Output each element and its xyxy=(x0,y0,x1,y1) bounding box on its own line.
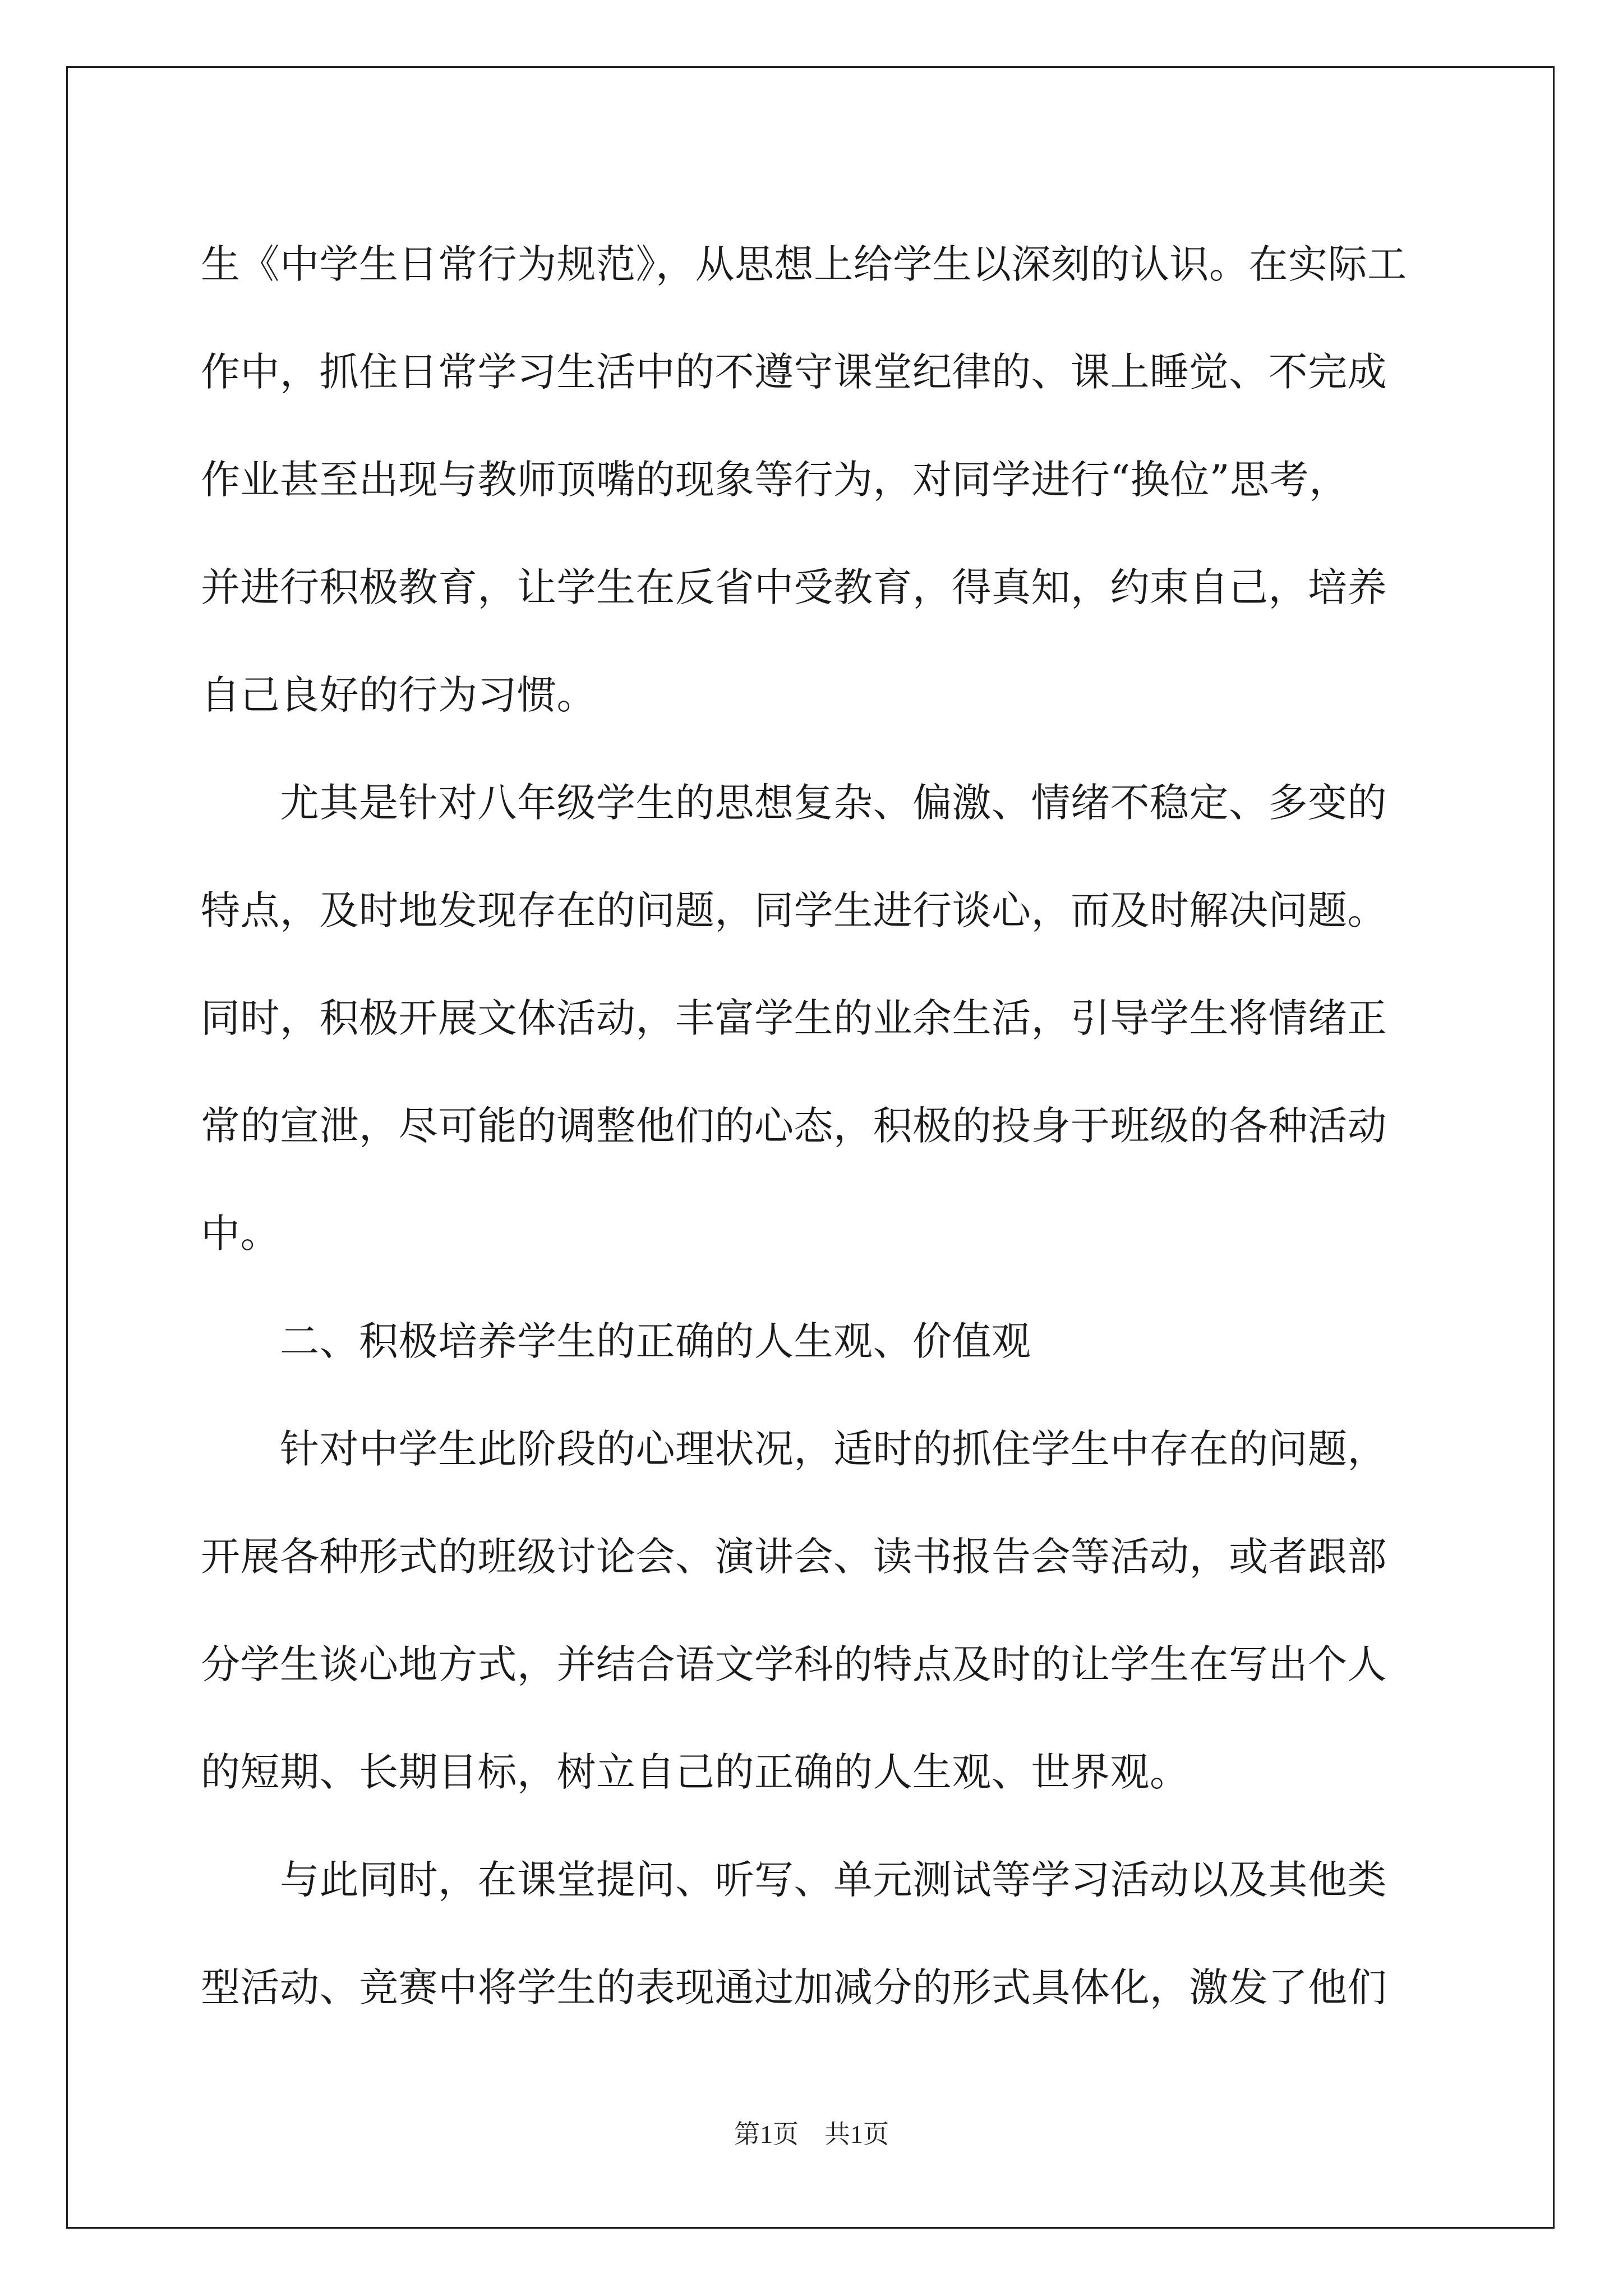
section-heading: 二、积极培养学生的正确的人生观、价值观 xyxy=(201,1318,1031,1364)
text-line: 针对中学生此阶段的心理状况，适时的抓住学生中存在的问题， xyxy=(201,1426,1387,1472)
text-line: 开展各种形式的班级讨论会、演讲会、读书报告会等活动，或者跟部 xyxy=(201,1534,1387,1580)
document-body xyxy=(201,210,1435,2041)
text-line: 中。 xyxy=(201,1211,280,1257)
text-line: 并进行积极教育，让学生在反省中受教育，得真知，约束自己，培养 xyxy=(201,564,1387,610)
text-line: 尤其是针对八年级学生的思想复杂、偏激、情绪不稳定、多变的 xyxy=(201,780,1387,826)
text-line: 常的宣泄，尽可能的调整他们的心态，积极的投身于班级的各种活动 xyxy=(201,1103,1387,1149)
text-line: 作中，抓住日常学习生活中的不遵守课堂纪律的、课上睡觉、不完成 xyxy=(201,349,1387,395)
text-line: 分学生谈心地方式，并结合语文学科的特点及时的让学生在写出个人 xyxy=(201,1641,1387,1687)
text-line: 特点，及时地发现存在的问题，同学生进行谈心，而及时解决问题。 xyxy=(201,887,1387,933)
text-line: 生《中学生日常行为规范》，从思想上给学生以深刻的认识。在实际工 xyxy=(201,241,1407,287)
text-line: 同时，积极开展文体活动，丰富学生的业余生活，引导学生将情绪正 xyxy=(201,995,1387,1041)
text-line: 与此同时，在课堂提问、听写、单元测试等学习活动以及其他类 xyxy=(201,1857,1387,1903)
text-line: 自己良好的行为习惯。 xyxy=(201,672,596,718)
text-line: 型活动、竞赛中将学生的表现通过加减分的形式具体化，激发了他们 xyxy=(201,1964,1387,2010)
text-line: 的短期、长期目标，树立自己的正确的人生观、世界观。 xyxy=(201,1749,1189,1795)
text-line: 作业甚至出现与教师顶嘴的现象等行为，对同学进行“换位”思考， xyxy=(201,457,1349,503)
page-number-footer: 第1页 共1页 xyxy=(734,2120,889,2148)
